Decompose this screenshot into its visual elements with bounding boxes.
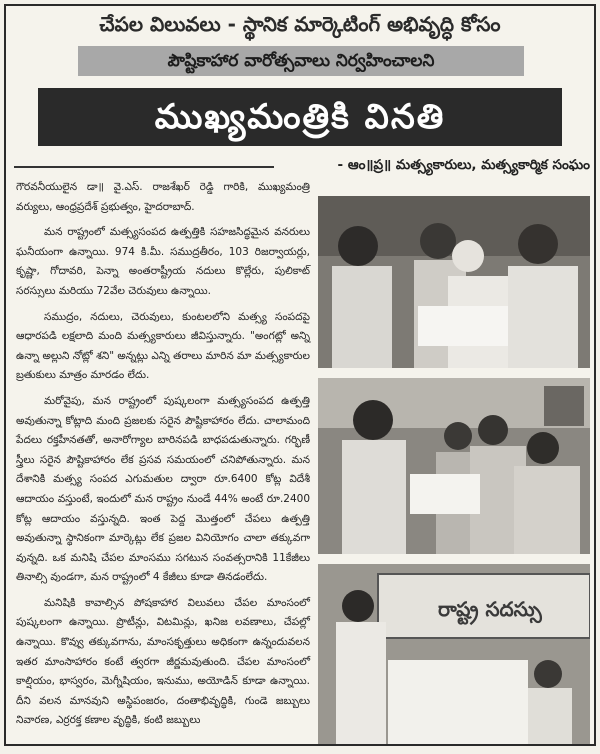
- address-paragraph: గౌరవనీయులైన డా॥ వై.ఎస్. రాజశేఖర్ రెడ్డి గారికి, ముఖ్యమంత్రి వర్యులు, ఆంధ్రప్రదేశ్ ప్రభుత్వం, హైదరాబాద్.: [16, 181, 310, 213]
- byline-rule: [14, 166, 274, 168]
- photo-meeting: [318, 564, 590, 744]
- article-paragraph: మరోవైపు, మన రాష్ట్రంలో పుష్కలంగా మత్స్యసంపద ఉత్పత్తి అవుతున్నా కోట్లాది మంది ప్రజలకు సరైన పౌష్టికాహారం లేదు. చాలామంది పేదలు రక్తహీనతతో, అనారోగ్యాల బారినపడి బాధపడుతున్నారు. గర్భిణీ స్త్రీలు సరైన పౌష్టికాహారం లేక ప్రసవ సమయంలో చనిపోతున్నారు. మన దేశానికి మత్స్య సంపద ఎగుమతుల ద్వారా రూ.6400 కోట్ల విదేశీ ఆదాయం వస్తుంటే, ఇందులో మన రాష్ట్రం నుండే 44% అంటే రూ.2400 కోట్ల ఆదాయం వస్తున్నది. ఇంత పెద్ద మొత్తంలో చేపలు ఉత్పత్తి అవుతున్నా స్థానికంగా మార్కెట్లు లేక ప్రజల వినియోగం చాలా తక్కువగా వున్నది. ఒక మనిషి చేపల మాంసము సగటున సంవత్సరానికి 11కేజీలు తినాల్సి వుండగా, మన రాష్ట్రంలో 4 కేజీలు కూడా తినడంలేదు.: [16, 394, 310, 584]
- photo-image: [318, 564, 590, 744]
- headline-line-2: పౌష్టికాహార వారోత్సవాలు నిర్వహించాలని: [78, 46, 524, 76]
- headline-banner: ముఖ్యమంత్రికి వినతి: [38, 88, 562, 146]
- photo-image: [318, 378, 590, 554]
- article-paragraph: సముద్రం, నదులు, చెరువులు, కుంటలలోని మత్స్య సంపదపై ఆధారపడి లక్షలాది మంది మత్స్యకారులు జీవిస్తున్నారు. "అంగట్లో అన్ని ఉన్నా అల్లుని నోట్లో శని" అన్నట్లు ఎన్ని తరాలు మారిన మా మత్స్యకారుల బ్రతుకులు మాత్రం మారడం లేదు.: [16, 310, 310, 382]
- photo-handover-2: [318, 378, 590, 554]
- headline-line-1: చేపల విలువలు - స్థానిక మార్కెటింగ్ అభివృద్ధి కోసం: [99, 12, 501, 36]
- article-body: [16, 178, 310, 737]
- article-paragraph: మనిషికి కావాల్సిన పోషకాహార విలువలు చేపల మాంసంలో పుష్కలంగా ఉన్నాయి. ప్రొటీన్లు, విటమిన్లు, ఖనిజ లవణాలు, చేపల్లో ఉన్నాయి. కొవ్వు తక్కువగాను, మాంసకృత్తులు అధికంగా ఉన్నందువలన ఇతర మాంసాహారం కంటే త్వరగా జీర్ణమవుతుంది. చేపల మాంసంలో కాల్షియం, భాస్వరం, మెగ్నీషియం, ఇనుము, అయోడిన్ కూడా ఉన్నాయి. దీని వలన మానవుని అస్థిపంజరం, దంతాభివృద్ధికి, గుండె జబ్బులు నివారణ, ఎర్రరక్త కణాల వృద్ధికి, కంటి జబ్బులు: [16, 596, 310, 727]
- photo-handover-1: [318, 196, 590, 368]
- photo-image: [318, 196, 590, 368]
- article-paragraph: మన రాష్ట్రంలో మత్స్యసంపద ఉత్పత్తికి సహజసిద్ధమైన వనరులు ఘనీయంగా ఉన్నాయి. 974 కి.మీ. సముద్రతీరం, 103 రిజర్వాయర్లు, కృష్ణా, గోదావరి, పెన్నా అంతరాష్ట్రీయ నదులు కొల్లేరు, పులికాట్ సరస్సులు మరియు 72వేల చెరువులు ఉన్నాయి.: [16, 226, 310, 297]
- newspaper-clipping: [4, 4, 596, 746]
- byline: - ఆం॥ప్ర॥ మత్స్యకారులు, మత్స్యకార్మిక సంఘం: [337, 157, 590, 173]
- meeting-banner-text: రాష్ట్ర సదస్సు: [438, 597, 542, 621]
